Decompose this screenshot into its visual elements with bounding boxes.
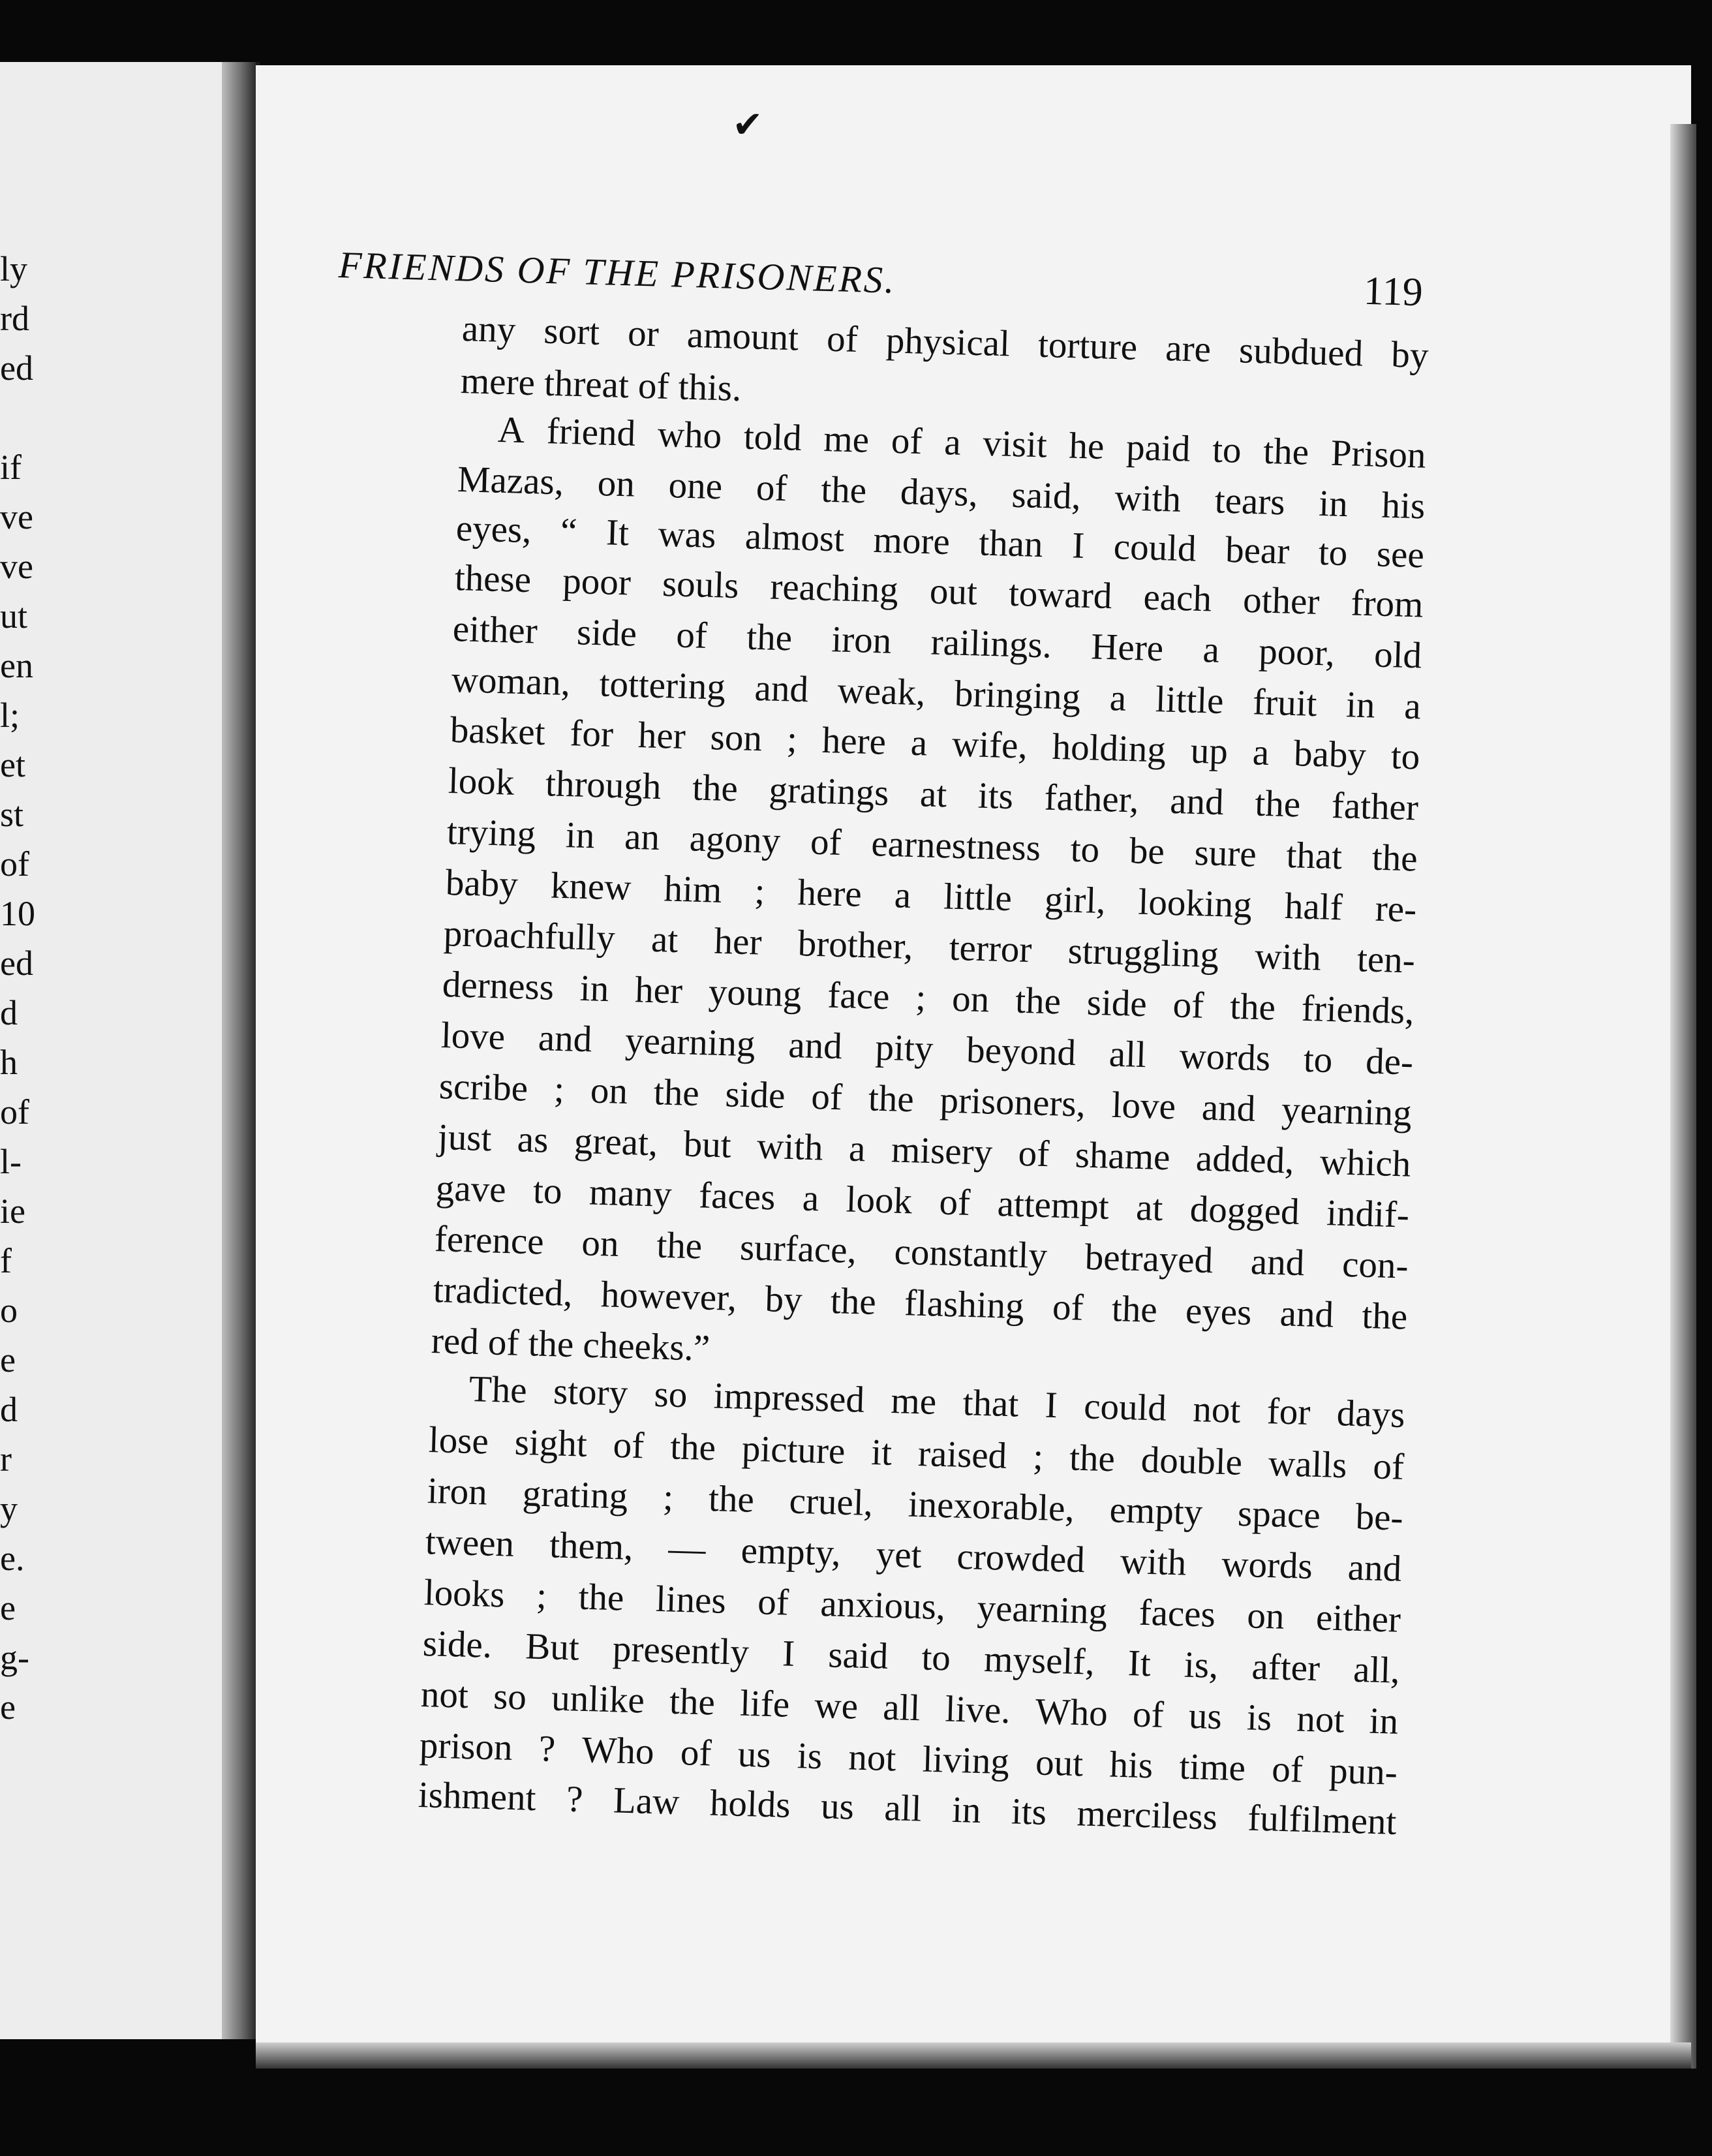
previous-page-line-fragment: l- bbox=[0, 1142, 22, 1181]
text-line: tween them, — empty, yet crowded with words and bbox=[425, 1521, 1403, 1590]
previous-page-line-fragment: f bbox=[0, 1241, 12, 1280]
text-line: eyes, “ It was almost more than I could bear to see bbox=[455, 508, 1425, 576]
text-line: The story so impressed me that I could not for days bbox=[468, 1368, 1406, 1436]
text-line: mere threat of this. bbox=[459, 360, 742, 410]
text-line: just as great, but with a misery of shame added, which bbox=[436, 1116, 1411, 1185]
text-line: derness in her young face ; on the side of the friends, bbox=[441, 964, 1415, 1032]
previous-page-line-fragment: g- bbox=[0, 1638, 29, 1677]
page-number: 119 bbox=[1363, 268, 1424, 315]
previous-page-line-fragment: d bbox=[0, 993, 18, 1032]
previous-page-line-fragment: rd bbox=[0, 299, 29, 338]
text-line: ference on the surface, constantly betrayed and con- bbox=[434, 1218, 1409, 1287]
text-line: basket for her son ; here a wife, holding up a baby to bbox=[449, 709, 1420, 778]
text-line: woman, tottering and weak, bringing a little fruit in a bbox=[450, 659, 1422, 728]
printer-ornament: ✔ bbox=[732, 105, 763, 146]
previous-page-line-fragment: ve bbox=[0, 547, 33, 586]
previous-page-line-fragment: of bbox=[0, 1092, 29, 1132]
text-line: either side of the iron railings. Here a poor, old bbox=[452, 608, 1423, 677]
previous-page-line-fragment: en bbox=[0, 646, 33, 685]
text-line: proachfully at her brother, terror struggling with ten- bbox=[443, 913, 1416, 981]
previous-page-line-fragment: y bbox=[0, 1489, 18, 1528]
text-line: scribe ; on the side of the prisoners, love and yearning bbox=[438, 1066, 1413, 1134]
previous-page-line-fragment: d bbox=[0, 1390, 18, 1429]
previous-page-line-fragment: e bbox=[0, 1588, 16, 1627]
previous-page-line-fragment: ly bbox=[0, 249, 28, 288]
text-line: tradicted, however, by the flashing of the eyes and the bbox=[432, 1269, 1408, 1338]
previous-page-line-fragment: r bbox=[0, 1440, 12, 1479]
text-line: baby knew him ; here a little girl, looking half re- bbox=[444, 862, 1417, 931]
previous-page-line-fragment: 10 bbox=[0, 894, 35, 933]
previous-page-line-fragment: e bbox=[0, 1340, 16, 1379]
text-line: not so unlike the life we all live. Who of us is not in bbox=[420, 1674, 1399, 1742]
text-line: ishment ? Law holds us all in its merciless fulfilment bbox=[417, 1774, 1397, 1843]
previous-page-line-fragment: of bbox=[0, 844, 29, 884]
previous-page-line-fragment: if bbox=[0, 448, 22, 487]
previous-page-line-fragment: ut bbox=[0, 596, 28, 636]
text-line: lose sight of the picture it raised ; the double walls of bbox=[428, 1419, 1405, 1488]
previous-page-line-fragment: h bbox=[0, 1043, 18, 1082]
previous-page-line-fragment: e bbox=[0, 1687, 16, 1727]
text-line: gave to many faces a look of attempt at dogged indif- bbox=[435, 1167, 1411, 1236]
text-line: these poor souls reaching out toward each other from bbox=[453, 557, 1424, 626]
previous-page-line-fragment: l; bbox=[0, 696, 20, 735]
previous-page-line-fragment: et bbox=[0, 745, 25, 784]
previous-page-line-fragment: o bbox=[0, 1291, 18, 1330]
previous-page-line-fragment: st bbox=[0, 795, 24, 834]
text-line: Mazas, on one of the days, said, with tears in his bbox=[457, 459, 1426, 527]
text-line: prison ? Who of us is not living out his time of pun- bbox=[418, 1725, 1398, 1793]
text-line: any sort or amount of physical torture are subdued by bbox=[461, 308, 1429, 377]
text-line: looks ; the lines of anxious, yearning faces on either bbox=[423, 1572, 1401, 1640]
text-line: trying in an agony of earnestness to be sure that the bbox=[446, 811, 1418, 880]
text-line: A friend who told me of a visit he paid to the Prison bbox=[497, 409, 1427, 476]
text-line: iron grating ; the cruel, inexorable, empty space be- bbox=[426, 1470, 1403, 1539]
previous-page-line-fragment: ed bbox=[0, 944, 33, 983]
text-line: side. But presently I said to myself, It is, after all, bbox=[421, 1623, 1400, 1691]
text-line: red of the cheeks.” bbox=[431, 1320, 711, 1369]
text-line: love and yearning and pity beyond all words to de- bbox=[440, 1015, 1414, 1083]
previous-page-line-fragment: ve bbox=[0, 497, 33, 536]
previous-page-line-fragment: e. bbox=[0, 1539, 25, 1578]
text-line: look through the gratings at its father, and the father bbox=[448, 760, 1419, 829]
previous-page-line-fragment: ie bbox=[0, 1192, 25, 1231]
previous-page-line-fragment: ed bbox=[0, 348, 33, 388]
running-head: FRIENDS OF THE PRISONERS. bbox=[338, 243, 897, 301]
